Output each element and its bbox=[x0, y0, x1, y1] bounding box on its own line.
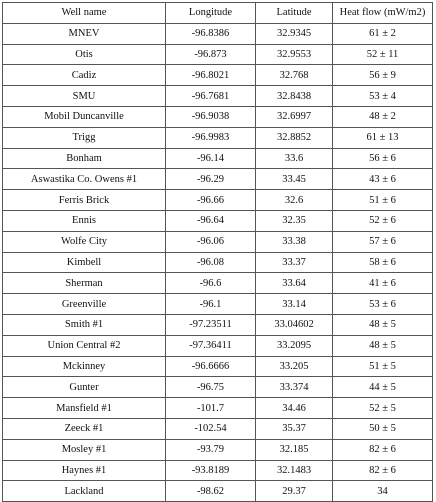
table-row bbox=[3, 481, 433, 502]
cell-well-name: SMU bbox=[3, 86, 166, 107]
cell-latitude: 33.38 bbox=[256, 231, 333, 252]
cell-longitude: -96.14 bbox=[166, 148, 256, 169]
cell-longitude: -98.62 bbox=[166, 481, 256, 502]
table-row bbox=[3, 398, 433, 419]
table-row bbox=[3, 190, 433, 211]
table-row bbox=[3, 127, 433, 148]
cell-well-name: Zeeck #1 bbox=[3, 418, 166, 439]
cell-latitude: 32.185 bbox=[256, 439, 333, 460]
cell-well-name: Trigg bbox=[3, 127, 166, 148]
table-row bbox=[3, 210, 433, 231]
cell-longitude: -96.6 bbox=[166, 273, 256, 294]
cell-latitude: 33.374 bbox=[256, 377, 333, 398]
cell-well-name: Ferris Brick bbox=[3, 190, 166, 211]
table-row bbox=[3, 273, 433, 294]
cell-well-name: Wolfe City bbox=[3, 231, 166, 252]
cell-latitude: 29.37 bbox=[256, 481, 333, 502]
cell-heat-flow: 82 ± 6 bbox=[333, 439, 433, 460]
cell-well-name: Bonham bbox=[3, 148, 166, 169]
cell-heat-flow: 52 ± 11 bbox=[333, 44, 433, 65]
cell-well-name: Smith #1 bbox=[3, 314, 166, 335]
cell-longitude: -93.79 bbox=[166, 439, 256, 460]
cell-latitude: 34.46 bbox=[256, 398, 333, 419]
cell-heat-flow: 41 ± 6 bbox=[333, 273, 433, 294]
table-row bbox=[3, 314, 433, 335]
cell-latitude: 33.45 bbox=[256, 169, 333, 190]
cell-latitude: 32.9553 bbox=[256, 44, 333, 65]
cell-longitude: -96.08 bbox=[166, 252, 256, 273]
cell-latitude: 32.35 bbox=[256, 210, 333, 231]
cell-heat-flow: 48 ± 2 bbox=[333, 106, 433, 127]
cell-longitude: -96.873 bbox=[166, 44, 256, 65]
cell-longitude: -96.9983 bbox=[166, 127, 256, 148]
header-longitude: Longitude bbox=[166, 3, 256, 24]
cell-longitude: -97.23511 bbox=[166, 314, 256, 335]
cell-heat-flow: 52 ± 5 bbox=[333, 398, 433, 419]
cell-latitude: 33.6 bbox=[256, 148, 333, 169]
cell-longitude: -102.54 bbox=[166, 418, 256, 439]
cell-well-name: Gunter bbox=[3, 377, 166, 398]
table-row bbox=[3, 356, 433, 377]
table-row bbox=[3, 23, 433, 44]
table-row bbox=[3, 148, 433, 169]
cell-heat-flow: 58 ± 6 bbox=[333, 252, 433, 273]
heat-flow-table-container bbox=[2, 2, 432, 502]
table-row bbox=[3, 335, 433, 356]
cell-latitude: 32.768 bbox=[256, 65, 333, 86]
cell-longitude: -96.1 bbox=[166, 294, 256, 315]
cell-heat-flow: 43 ± 6 bbox=[333, 169, 433, 190]
cell-well-name: Aswastika Co. Owens #1 bbox=[3, 169, 166, 190]
cell-well-name: Union Central #2 bbox=[3, 335, 166, 356]
header-heat-flow: Heat flow (mW/m2) bbox=[333, 3, 433, 24]
table-row bbox=[3, 86, 433, 107]
cell-latitude: 33.64 bbox=[256, 273, 333, 294]
cell-heat-flow: 61 ± 13 bbox=[333, 127, 433, 148]
cell-heat-flow: 48 ± 5 bbox=[333, 314, 433, 335]
cell-latitude: 33.37 bbox=[256, 252, 333, 273]
table-body bbox=[3, 23, 433, 501]
cell-latitude: 32.8438 bbox=[256, 86, 333, 107]
header-well-name: Well name bbox=[3, 3, 166, 24]
cell-well-name: Otis bbox=[3, 44, 166, 65]
cell-well-name: Mosley #1 bbox=[3, 439, 166, 460]
cell-heat-flow: 56 ± 9 bbox=[333, 65, 433, 86]
cell-well-name: Mobil Duncanville bbox=[3, 106, 166, 127]
cell-longitude: -96.9038 bbox=[166, 106, 256, 127]
table-row bbox=[3, 418, 433, 439]
table-row bbox=[3, 65, 433, 86]
cell-heat-flow: 53 ± 6 bbox=[333, 294, 433, 315]
cell-latitude: 32.6997 bbox=[256, 106, 333, 127]
cell-longitude: -96.7681 bbox=[166, 86, 256, 107]
cell-well-name: Ennis bbox=[3, 210, 166, 231]
cell-latitude: 33.2095 bbox=[256, 335, 333, 356]
table-header bbox=[3, 3, 433, 24]
header-row bbox=[3, 3, 433, 24]
cell-heat-flow: 52 ± 6 bbox=[333, 210, 433, 231]
cell-well-name: Greenville bbox=[3, 294, 166, 315]
cell-heat-flow: 61 ± 2 bbox=[333, 23, 433, 44]
cell-well-name: Sherman bbox=[3, 273, 166, 294]
table-row bbox=[3, 106, 433, 127]
cell-heat-flow: 56 ± 6 bbox=[333, 148, 433, 169]
cell-longitude: -93.8189 bbox=[166, 460, 256, 481]
cell-well-name: Kimbell bbox=[3, 252, 166, 273]
cell-longitude: -101.7 bbox=[166, 398, 256, 419]
cell-latitude: 32.9345 bbox=[256, 23, 333, 44]
table-row bbox=[3, 169, 433, 190]
cell-latitude: 33.14 bbox=[256, 294, 333, 315]
cell-well-name: Cadiz bbox=[3, 65, 166, 86]
cell-heat-flow: 50 ± 5 bbox=[333, 418, 433, 439]
cell-longitude: -96.29 bbox=[166, 169, 256, 190]
table-row bbox=[3, 231, 433, 252]
cell-well-name: Lackland bbox=[3, 481, 166, 502]
cell-latitude: 32.8852 bbox=[256, 127, 333, 148]
cell-longitude: -96.6666 bbox=[166, 356, 256, 377]
cell-latitude: 33.04602 bbox=[256, 314, 333, 335]
cell-well-name: Haynes #1 bbox=[3, 460, 166, 481]
cell-latitude: 33.205 bbox=[256, 356, 333, 377]
table-row bbox=[3, 460, 433, 481]
cell-heat-flow: 34 bbox=[333, 481, 433, 502]
cell-heat-flow: 44 ± 5 bbox=[333, 377, 433, 398]
cell-heat-flow: 57 ± 6 bbox=[333, 231, 433, 252]
cell-longitude: -97.36411 bbox=[166, 335, 256, 356]
cell-well-name: Mckinney bbox=[3, 356, 166, 377]
table-row bbox=[3, 44, 433, 65]
cell-latitude: 32.6 bbox=[256, 190, 333, 211]
cell-longitude: -96.06 bbox=[166, 231, 256, 252]
table-row bbox=[3, 439, 433, 460]
cell-well-name: MNEV bbox=[3, 23, 166, 44]
heat-flow-table bbox=[2, 2, 433, 502]
table-row bbox=[3, 294, 433, 315]
cell-longitude: -96.8021 bbox=[166, 65, 256, 86]
cell-longitude: -96.64 bbox=[166, 210, 256, 231]
cell-longitude: -96.66 bbox=[166, 190, 256, 211]
cell-latitude: 35.37 bbox=[256, 418, 333, 439]
cell-longitude: -96.8386 bbox=[166, 23, 256, 44]
header-latitude: Latitude bbox=[256, 3, 333, 24]
cell-latitude: 32.1483 bbox=[256, 460, 333, 481]
cell-heat-flow: 53 ± 4 bbox=[333, 86, 433, 107]
table-row bbox=[3, 252, 433, 273]
cell-longitude: -96.75 bbox=[166, 377, 256, 398]
table-row bbox=[3, 377, 433, 398]
cell-well-name: Mansfield #1 bbox=[3, 398, 166, 419]
cell-heat-flow: 51 ± 6 bbox=[333, 190, 433, 211]
cell-heat-flow: 48 ± 5 bbox=[333, 335, 433, 356]
cell-heat-flow: 82 ± 6 bbox=[333, 460, 433, 481]
cell-heat-flow: 51 ± 5 bbox=[333, 356, 433, 377]
